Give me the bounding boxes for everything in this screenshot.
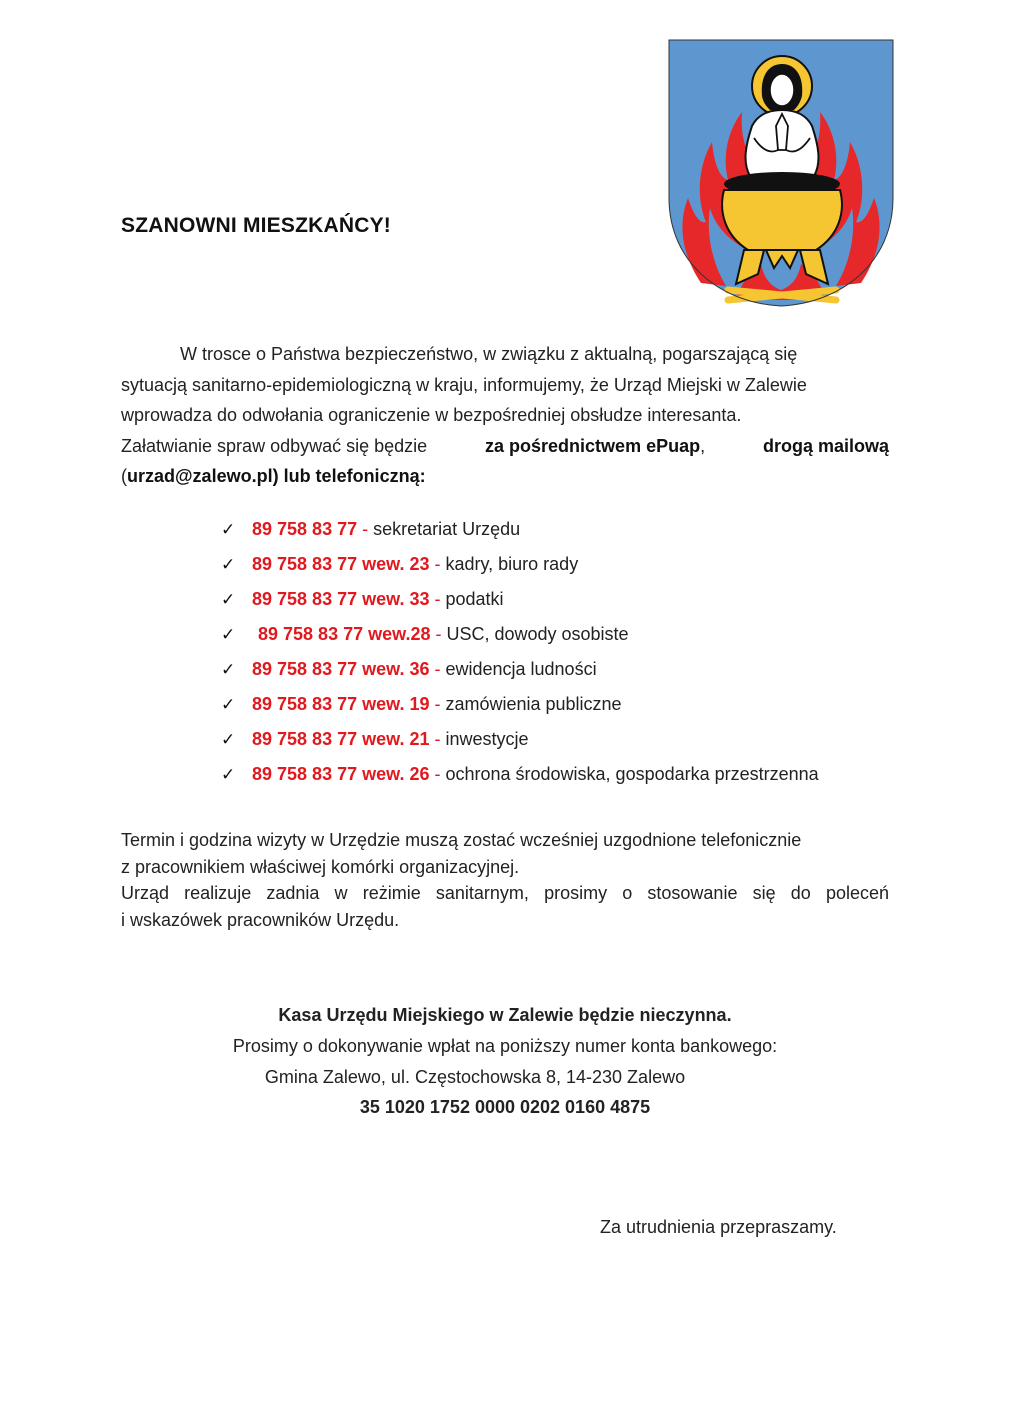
phone-number: 89 758 83 77 wew. 26 [252,764,430,784]
department-label: podatki [445,589,504,609]
list-item: ✓ 89 758 83 77 wew. 23 - kadry, biuro rady [221,548,819,583]
department-label: ewidencja ludności [445,659,597,679]
list-item: ✓ 89 758 83 77 wew. 26 - ochrona środowiska, gospodarka przestrzenna [221,758,819,793]
department-label: ochrona środowiska, gospodarka przestrzenna [445,764,819,784]
email-address: urzad@zalewo.pl) lub telefoniczną: [127,466,426,486]
visit-notice [121,827,889,933]
notice-line: i wskazówek pracowników Urzędu. [121,909,400,930]
phone-number: 89 758 83 77 wew. 33 [252,589,430,609]
phone-number: 89 758 83 77 wew. 23 [252,554,430,574]
checkmark-icon: ✓ [221,695,236,714]
checkmark-icon: ✓ [221,555,236,574]
checkmark-icon: ✓ [221,765,236,784]
notice-line: Urząd realizuje zadnia w reżimie sanitarnym, prosimy o stosowanie się do poleceń [121,883,889,903]
department-label: kadry, biuro rady [445,554,579,574]
notice-line: Termin i godzina wizyty w Urzędzie muszą zostać wcześniej uzgodnione telefonicznie [121,830,802,850]
intro-line: sytuacją sanitarno-epidemiologiczną w kraju, informujemy, że Urząd Miejski w Zalewie [121,374,807,395]
department-label: sekretariat Urzędu [373,519,521,539]
department-label: zamówienia publiczne [445,694,622,714]
intro-line: wprowadza do odwołania ograniczenie w bezpośredniej obsłudze interesanta. [121,405,742,425]
phone-number: 89 758 83 77 [252,519,358,539]
phone-number: 89 758 83 77 wew. 21 [252,729,430,749]
payment-request: Prosimy o dokonywanie wpłat na poniższy numer konta bankowego: [232,1036,778,1056]
list-item: ✓ 89 758 83 77 wew. 33 - podatki [221,583,819,618]
notice-line: z pracownikiem właściwej komórki organizacyjnej. [121,856,520,877]
checkmark-icon: ✓ [221,660,236,679]
intro-line: W trosce o Państwa bezpieczeństwo, w związku z aktualną, pogarszającą się [180,344,798,364]
list-item: ✓ 89 758 83 77 wew.28 - USC, dowody osobiste [221,618,819,653]
phone-number: 89 758 83 77 wew. 19 [252,694,430,714]
list-item: ✓ 89 758 83 77 wew. 36 - ewidencja ludności [221,653,819,688]
epuap-channel: za pośrednictwem ePuap, [485,435,706,456]
checkmark-icon: ✓ [221,730,236,749]
cashier-closed-notice: Kasa Urzędu Miejskiego w Zalewie będzie nieczynna. [278,1005,732,1025]
intro-channels-line [121,431,889,462]
contact-list [221,513,819,793]
checkmark-icon: ✓ [221,625,236,644]
list-item: ✓ 89 758 83 77 wew. 21 - inwestycje [221,723,819,758]
list-item: ✓ 89 758 83 77 - sekretariat Urzędu [221,513,819,548]
email-channel: drogą mailową [762,435,889,456]
department-label: inwestycje [445,729,529,749]
department-label: USC, dowody osobiste [446,624,629,644]
checkmark-icon: ✓ [221,590,236,609]
intro-paragraph [121,339,889,492]
bank-account-number: 35 1020 1752 0000 0202 0160 4875 [359,1097,651,1117]
intro-text: Załatwianie spraw odbywać się będzie [121,435,428,456]
phone-number: 89 758 83 77 wew.28 [258,624,431,644]
checkmark-icon: ✓ [221,520,236,539]
page-title: SZANOWNI MIESZKAŃCY! [121,214,391,237]
payment-address: Gmina Zalewo, ul. Częstochowska 8, 14-230 Zalewo [264,1067,686,1087]
list-item: ✓ 89 758 83 77 wew. 19 - zamówienia publiczne [221,688,819,723]
phone-number: 89 758 83 77 wew. 36 [252,659,430,679]
coat-of-arms-icon [666,38,896,308]
closing-apology: Za utrudnienia przepraszamy. [600,1217,837,1237]
email-address-line: (urzad@zalewo.pl) lub telefoniczną: [121,466,426,486]
